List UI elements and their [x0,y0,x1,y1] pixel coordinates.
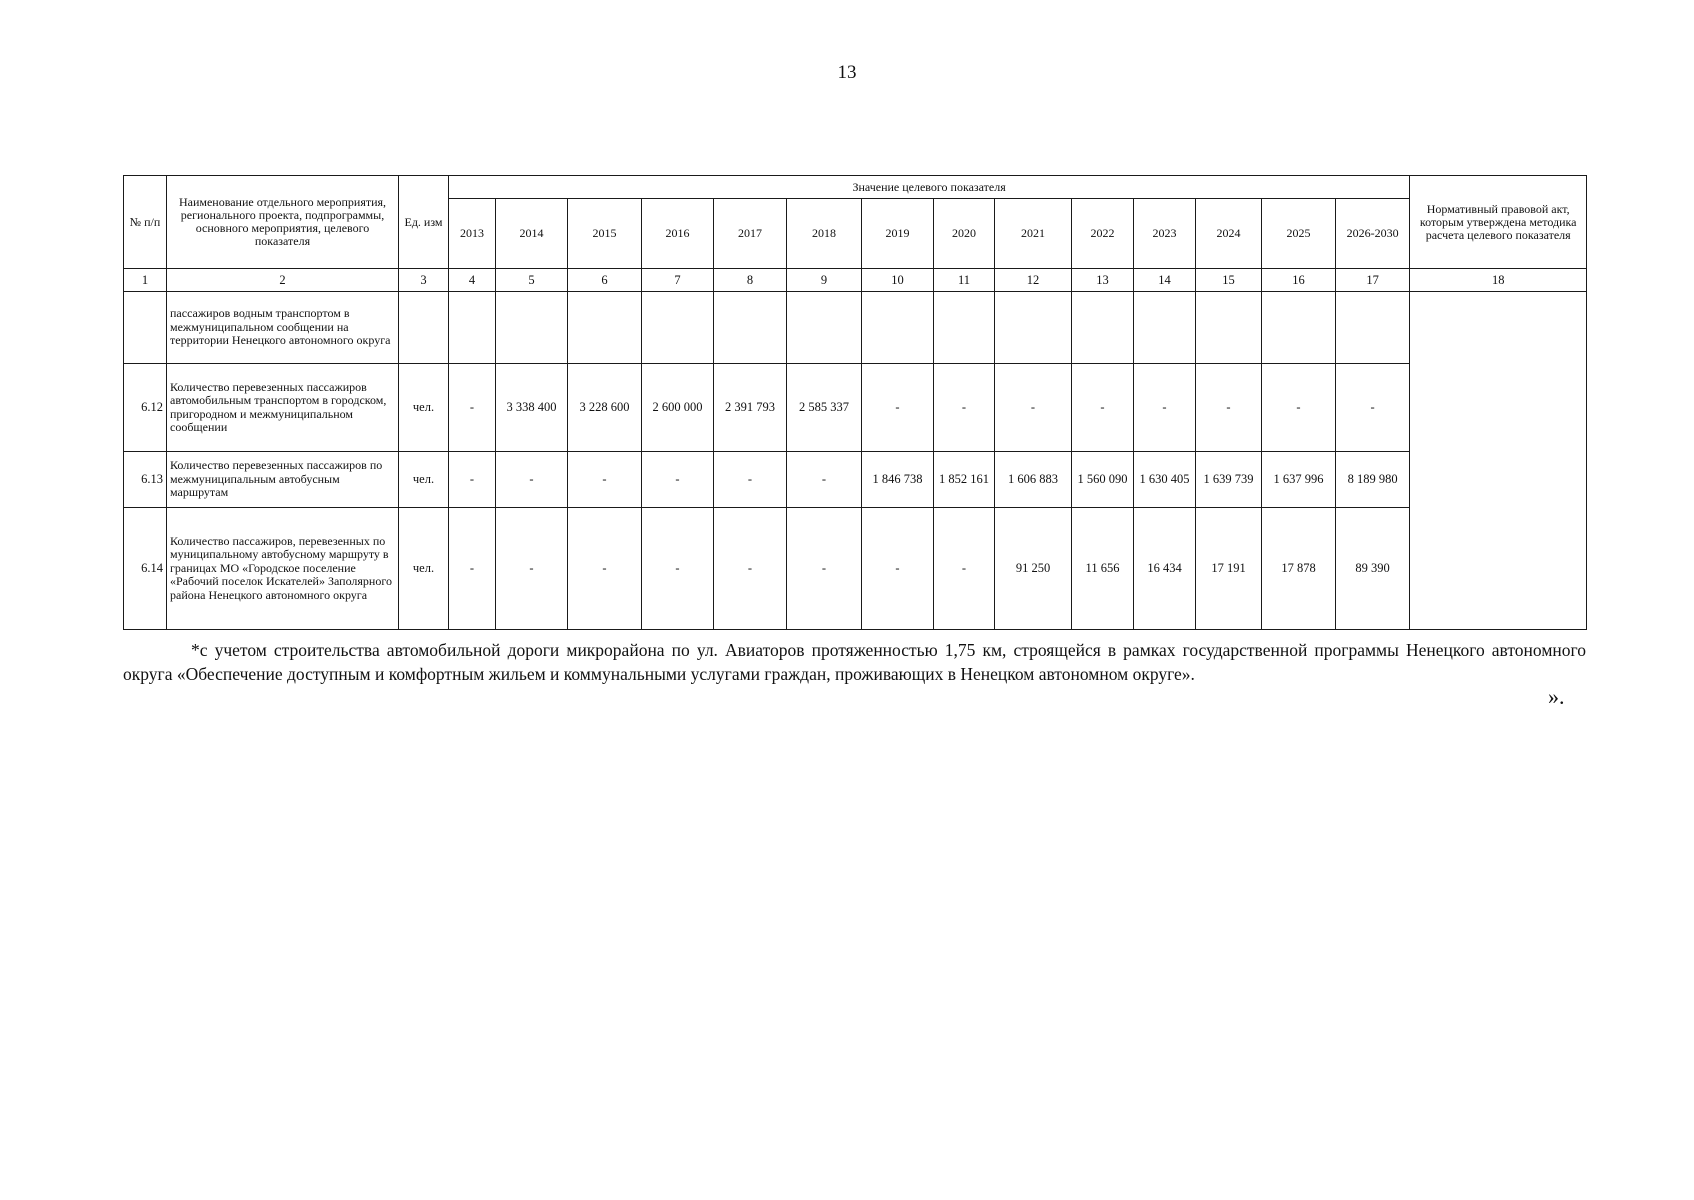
value-cell: 1 630 405 [1134,452,1196,508]
value-cell: 3 338 400 [496,364,568,452]
value-cell [1336,292,1410,364]
column-index-row [124,269,1587,292]
value-cell: - [1262,364,1336,452]
value-cell: - [862,364,934,452]
value-cell [1134,292,1196,364]
value-cell: - [787,508,862,630]
page-number: 13 [837,62,857,83]
value-cell: 89 390 [1336,508,1410,630]
indicators-table [123,175,1587,630]
value-cell: - [995,364,1072,452]
value-cell: - [1336,364,1410,452]
value-cell [934,292,995,364]
column-index: 4 [449,269,496,292]
column-index: 7 [642,269,714,292]
table-row [124,452,1587,508]
column-index: 15 [1196,269,1262,292]
header-year: 2014 [496,199,568,269]
row-number: 6.13 [124,452,167,508]
closing-quote-mark: ». [1548,684,1565,709]
column-index: 9 [787,269,862,292]
value-cell: - [449,508,496,630]
header-no: № п/п [124,176,167,269]
value-cell: - [642,452,714,508]
row-number: 6.14 [124,508,167,630]
value-cell: 1 606 883 [995,452,1072,508]
value-cell: - [449,364,496,452]
column-index: 10 [862,269,934,292]
value-cell: - [1196,364,1262,452]
unit-cell [399,292,449,364]
header-year: 2021 [995,199,1072,269]
value-cell [568,292,642,364]
value-cell [449,292,496,364]
value-cell: - [496,508,568,630]
value-cell: - [1072,364,1134,452]
header-year: 2026-2030 [1336,199,1410,269]
row-number [124,292,167,364]
unit-cell: чел. [399,508,449,630]
footnote: *с учетом строительства автомобильной дороги микрорайона по ул. Авиаторов протяженностью 1,75 км, строящейся в рамках государственной программы Ненецкого автономного округа «Обеспечение доступным и комфортным жильем и коммунальными услугами граждан, проживающих в Ненецком автономном округе». [123,640,1586,684]
header-year: 2015 [568,199,642,269]
indicator-name: Количество пассажиров, перевезенных по муниципальному автобусному маршруту в границах МО «Городское поселение «Рабочий поселок Искателей» Заполярного района Ненецкого автономного округа [167,508,399,630]
value-cell: - [714,452,787,508]
value-cell: 11 656 [1072,508,1134,630]
header-year: 2025 [1262,199,1336,269]
legal-act-cell [1410,292,1587,630]
value-cell [1196,292,1262,364]
value-cell: 1 639 739 [1196,452,1262,508]
unit-cell: чел. [399,364,449,452]
column-index: 12 [995,269,1072,292]
column-index: 16 [1262,269,1336,292]
value-cell: 17 878 [1262,508,1336,630]
header-year: 2017 [714,199,787,269]
column-index: 5 [496,269,568,292]
value-cell [496,292,568,364]
value-cell: - [787,452,862,508]
value-cell [862,292,934,364]
header-year: 2019 [862,199,934,269]
header-year: 2020 [934,199,995,269]
value-cell [1262,292,1336,364]
column-index: 13 [1072,269,1134,292]
value-cell: 1 846 738 [862,452,934,508]
unit-cell: чел. [399,452,449,508]
value-cell: 2 585 337 [787,364,862,452]
header-unit: Ед. изм [399,176,449,269]
value-cell: 3 228 600 [568,364,642,452]
column-index: 3 [399,269,449,292]
column-index: 14 [1134,269,1196,292]
value-cell: 1 637 996 [1262,452,1336,508]
value-cell [714,292,787,364]
indicator-name: Количество перевезенных пассажиров автомобильным транспортом в городском, пригородном и межмуниципальном сообщении [167,364,399,452]
table-row [124,364,1587,452]
value-cell: 2 600 000 [642,364,714,452]
value-cell [787,292,862,364]
column-index: 11 [934,269,995,292]
value-cell [1072,292,1134,364]
table-row [124,292,1587,364]
value-cell: - [642,508,714,630]
table-row [124,508,1587,630]
header-year: 2016 [642,199,714,269]
header-year: 2022 [1072,199,1134,269]
value-cell: - [568,452,642,508]
header-values-group: Значение целевого показателя [449,176,1410,199]
header-year: 2024 [1196,199,1262,269]
column-index: 18 [1410,269,1587,292]
column-index: 6 [568,269,642,292]
value-cell: 2 391 793 [714,364,787,452]
header-year: 2013 [449,199,496,269]
value-cell: 16 434 [1134,508,1196,630]
value-cell: 17 191 [1196,508,1262,630]
header-row-1 [124,176,1587,199]
value-cell: - [934,364,995,452]
header-name: Наименование отдельного мероприятия, регионального проекта, подпрограммы, основного мероприятия, целевого показателя [167,176,399,269]
row-number: 6.12 [124,364,167,452]
value-cell [995,292,1072,364]
value-cell [642,292,714,364]
value-cell: 1 560 090 [1072,452,1134,508]
header-legal-act: Нормативный правовой акт, которым утверждена методика расчета целевого показателя [1410,176,1587,269]
value-cell: - [862,508,934,630]
indicator-name: пассажиров водным транспортом в межмуниципальном сообщении на территории Ненецкого автономного округа [167,292,399,364]
value-cell: 1 852 161 [934,452,995,508]
value-cell: - [1134,364,1196,452]
indicator-name: Количество перевезенных пассажиров по межмуниципальным автобусным маршрутам [167,452,399,508]
column-index: 2 [167,269,399,292]
value-cell: - [714,508,787,630]
value-cell: - [568,508,642,630]
header-year: 2023 [1134,199,1196,269]
header-year: 2018 [787,199,862,269]
value-cell: - [934,508,995,630]
value-cell: 91 250 [995,508,1072,630]
value-cell: 8 189 980 [1336,452,1410,508]
column-index: 17 [1336,269,1410,292]
column-index: 1 [124,269,167,292]
column-index: 8 [714,269,787,292]
value-cell: - [496,452,568,508]
value-cell: - [449,452,496,508]
